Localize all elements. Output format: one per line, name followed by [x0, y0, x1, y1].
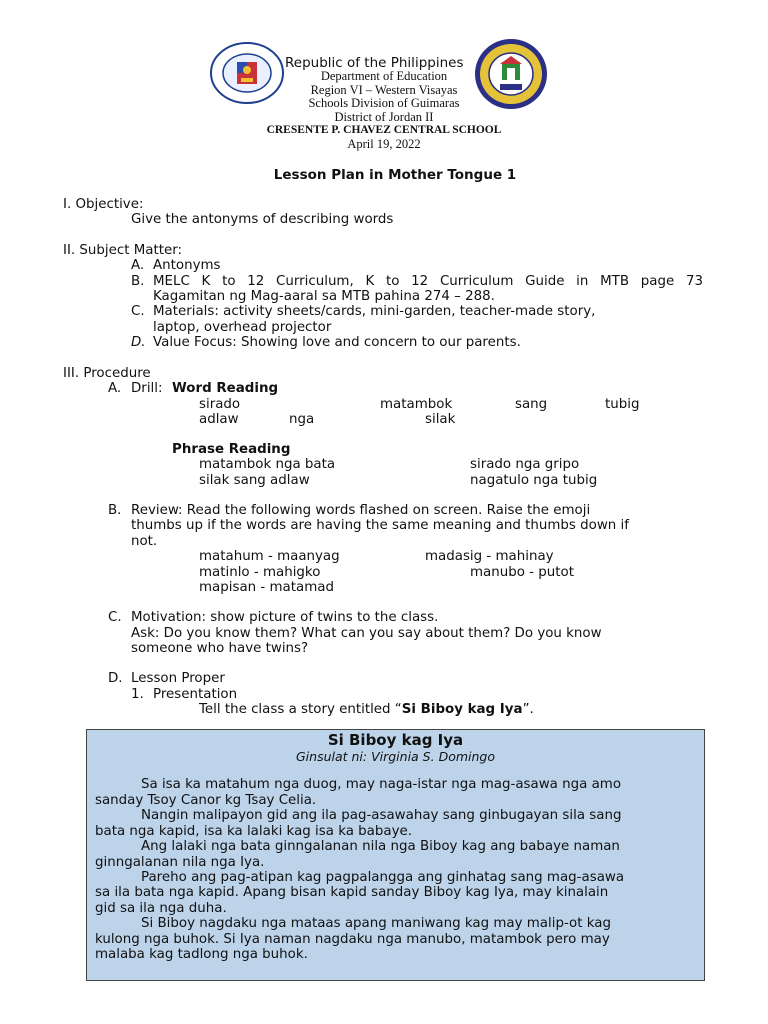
header-region: Region VI – Western Visayas: [310, 83, 458, 97]
story-line: gid sa ila nga duha.: [95, 901, 227, 916]
motivation-text: Motivation: show picture of twins to the class.: [131, 610, 439, 625]
story-title: Si Biboy kag Iya: [327, 731, 464, 749]
story-line: ginngalanan nila nga Iya.: [95, 855, 265, 870]
story-line: Si Biboy nagdaku nga mataas apang maniwang kag may malip-ot kag: [141, 916, 611, 931]
story-box: [86, 729, 705, 981]
drill-phrase: silak sang adlaw: [199, 473, 310, 488]
subject-item-text: MELC K to 12 Curriculum, K to 12 Curriculum Guide in MTB page 73: [153, 274, 703, 289]
story-line: sa ila bata nga kapid. Apang bisan kapid sanday Biboy kag Iya, may kinalain: [95, 885, 609, 900]
review-text: not.: [131, 534, 158, 549]
subject-item-text: Value Focus: Showing love and concern to our parents.: [153, 335, 521, 350]
review-text: thumbs up if the words are having the same meaning and thumbs down if: [131, 518, 629, 533]
drill-word: sirado: [199, 397, 241, 412]
header-department: Department of Education: [320, 69, 448, 83]
drill-phrase: sirado nga gripo: [470, 457, 580, 472]
story-title-reference: Si Biboy kag Iya: [401, 702, 523, 717]
story-line: malaba kag tadlong nga buhok.: [95, 947, 308, 962]
phrase-reading-heading: Phrase Reading: [172, 442, 291, 457]
header-date: April 19, 2022: [347, 137, 421, 151]
drill-phrase: nagatulo nga tubig: [470, 473, 598, 488]
subject-item-marker: B.: [131, 274, 145, 289]
review-pair: matinlo - mahigko: [199, 565, 321, 580]
instruction-suffix: ”.: [522, 702, 534, 717]
drill-label: Drill:: [131, 381, 163, 396]
story-line: Sa isa ka matahum nga duog, may naga-istar nga mag-asawa nga amo: [141, 777, 622, 792]
lesson-proper-marker: D.: [108, 671, 123, 686]
header-division: Schools Division of Guimaras: [308, 96, 460, 110]
story-line: kulong nga buhok. Si Iya naman nagdaku nga manubo, matambok pero may: [95, 932, 610, 947]
subject-item-marker: D.: [131, 335, 146, 350]
subject-item-text: Materials: activity sheets/cards, mini-garden, teacher-made story,: [153, 304, 596, 319]
story-line: Ang lalaki nga bata ginngalanan nila nga Biboy kag ang babaye naman: [141, 839, 620, 854]
objective-text: Give the antonyms of describing words: [131, 212, 394, 227]
story-author: Ginsulat ni: Virginia S. Domingo: [295, 749, 495, 764]
subject-item-marker: C.: [131, 304, 145, 319]
subject-item-marker: A.: [131, 258, 145, 273]
motivation-text: someone who have twins?: [131, 641, 309, 656]
header-republic: Republic of the Philippines: [285, 55, 464, 71]
review-pair: madasig - mahinay: [425, 549, 554, 564]
drill-word: sang: [515, 397, 548, 412]
header-school: CRESENTE P. CHAVEZ CENTRAL SCHOOL: [266, 124, 502, 136]
story-line: Pareho ang pag-atipan kag pagpalangga ang ginhatag sang mag-asawa: [141, 870, 625, 885]
subject-item-continuation: laptop, overhead projector: [153, 320, 332, 335]
header-district: District of Jordan II: [334, 110, 434, 124]
story-line: sanday Tsoy Canor kg Tsay Celia.: [95, 793, 317, 808]
presentation-instruction: [199, 702, 534, 717]
review-pair: manubo - putot: [470, 565, 574, 580]
story-line: bata nga kapid, isa ka lalaki kag isa ka babaye.: [95, 824, 413, 839]
presentation-marker: 1.: [131, 687, 144, 702]
procedure-heading: III. Procedure: [63, 366, 151, 381]
drill-marker: A.: [108, 381, 122, 396]
review-pair: mapisan - matamad: [199, 580, 334, 595]
subject-item-text: Antonyms: [153, 258, 221, 273]
drill-phrase: matambok nga bata: [199, 457, 336, 472]
drill-word: tubig: [605, 397, 640, 412]
review-marker: B.: [108, 503, 122, 518]
drill-word: adlaw: [199, 412, 239, 427]
story-line: Nangin malipayon gid ang ila pag-asawahay sang ginbugayan sila sang: [141, 808, 622, 823]
objective-heading: I. Objective:: [63, 197, 144, 212]
motivation-text: Ask: Do you know them? What can you say about them? Do you know: [131, 626, 602, 641]
instruction-prefix: Tell the class a story entitled “: [199, 702, 402, 717]
page-title: Lesson Plan in Mother Tongue 1: [273, 167, 517, 183]
lesson-proper-label: Lesson Proper: [131, 671, 225, 686]
drill-word: matambok: [380, 397, 453, 412]
word-reading-heading: Word Reading: [172, 381, 279, 396]
drill-word: silak: [425, 412, 456, 427]
drill-word: nga: [289, 412, 315, 427]
motivation-marker: C.: [108, 610, 122, 625]
subject-item-continuation: Kagamitan ng Mag-aaral sa MTB pahina 274 – 288.: [153, 289, 495, 304]
subject-matter-heading: II. Subject Matter:: [63, 243, 183, 258]
review-text: Review: Read the following words flashed on screen. Raise the emoji: [131, 503, 591, 518]
presentation-label: Presentation: [153, 687, 238, 702]
review-pair: matahum - maanyag: [199, 549, 340, 564]
